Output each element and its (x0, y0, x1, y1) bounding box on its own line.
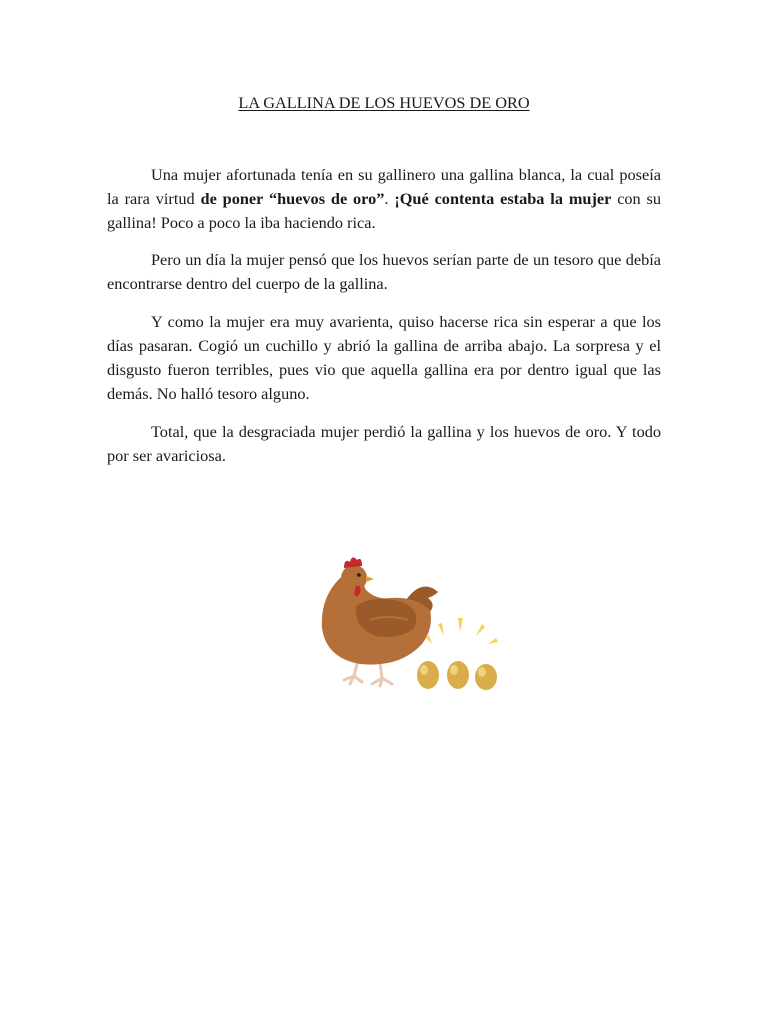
golden-eggs (417, 661, 497, 690)
golden-egg-2 (447, 661, 469, 689)
hen-eye (357, 573, 361, 577)
story-title: LA GALLINA DE LOS HUEVOS DE ORO (238, 93, 530, 112)
paragraph-1 (107, 163, 661, 235)
hen-with-golden-eggs-icon (310, 548, 510, 698)
golden-egg-2-shine (450, 665, 458, 675)
paragraph-2: Pero un día la mujer pensó que los huevos serían parte de un tesoro que debía encontrarse dentro del cuerpo de la gallina. (107, 250, 661, 293)
paragraph-1-text-b: . (384, 189, 395, 208)
paragraph-1-text-a: Una mujer afortunada tenía en su gallinero una gallina blanca, la cual poseía la rara virtud (107, 165, 661, 208)
paragraph-4: Total, que la desgraciada mujer perdió la gallina y los huevos de oro. Y todo por ser avariciosa. (107, 422, 661, 465)
golden-egg-3 (475, 664, 497, 690)
sparkle-rays (426, 618, 498, 644)
story-body (107, 163, 661, 482)
golden-egg-1 (417, 661, 439, 689)
paragraph-1-bold-a: de poner “huevos de oro” (200, 189, 385, 208)
hen-beak (366, 576, 374, 582)
paragraph-1-bold-b: ¡Qué contenta estaba la mujer (394, 189, 612, 208)
golden-egg-3-shine (478, 667, 486, 677)
paragraph-3: Y como la mujer era muy avarienta, quiso hacerse rica sin esperar a que los días pasaran. Cogió un cuchillo y abrió la gallina de arriba abajo. La sorpresa y el disgusto fueron terribles, pues vio que aquella gallina era por dentro igual que las demás. No halló tesoro alguno. (107, 312, 661, 403)
golden-egg-1-shine (420, 665, 428, 675)
hen-head (341, 565, 367, 591)
paragraph-1-text-c: con su gallina! Poco a poco la iba haciendo rica. (107, 189, 662, 232)
